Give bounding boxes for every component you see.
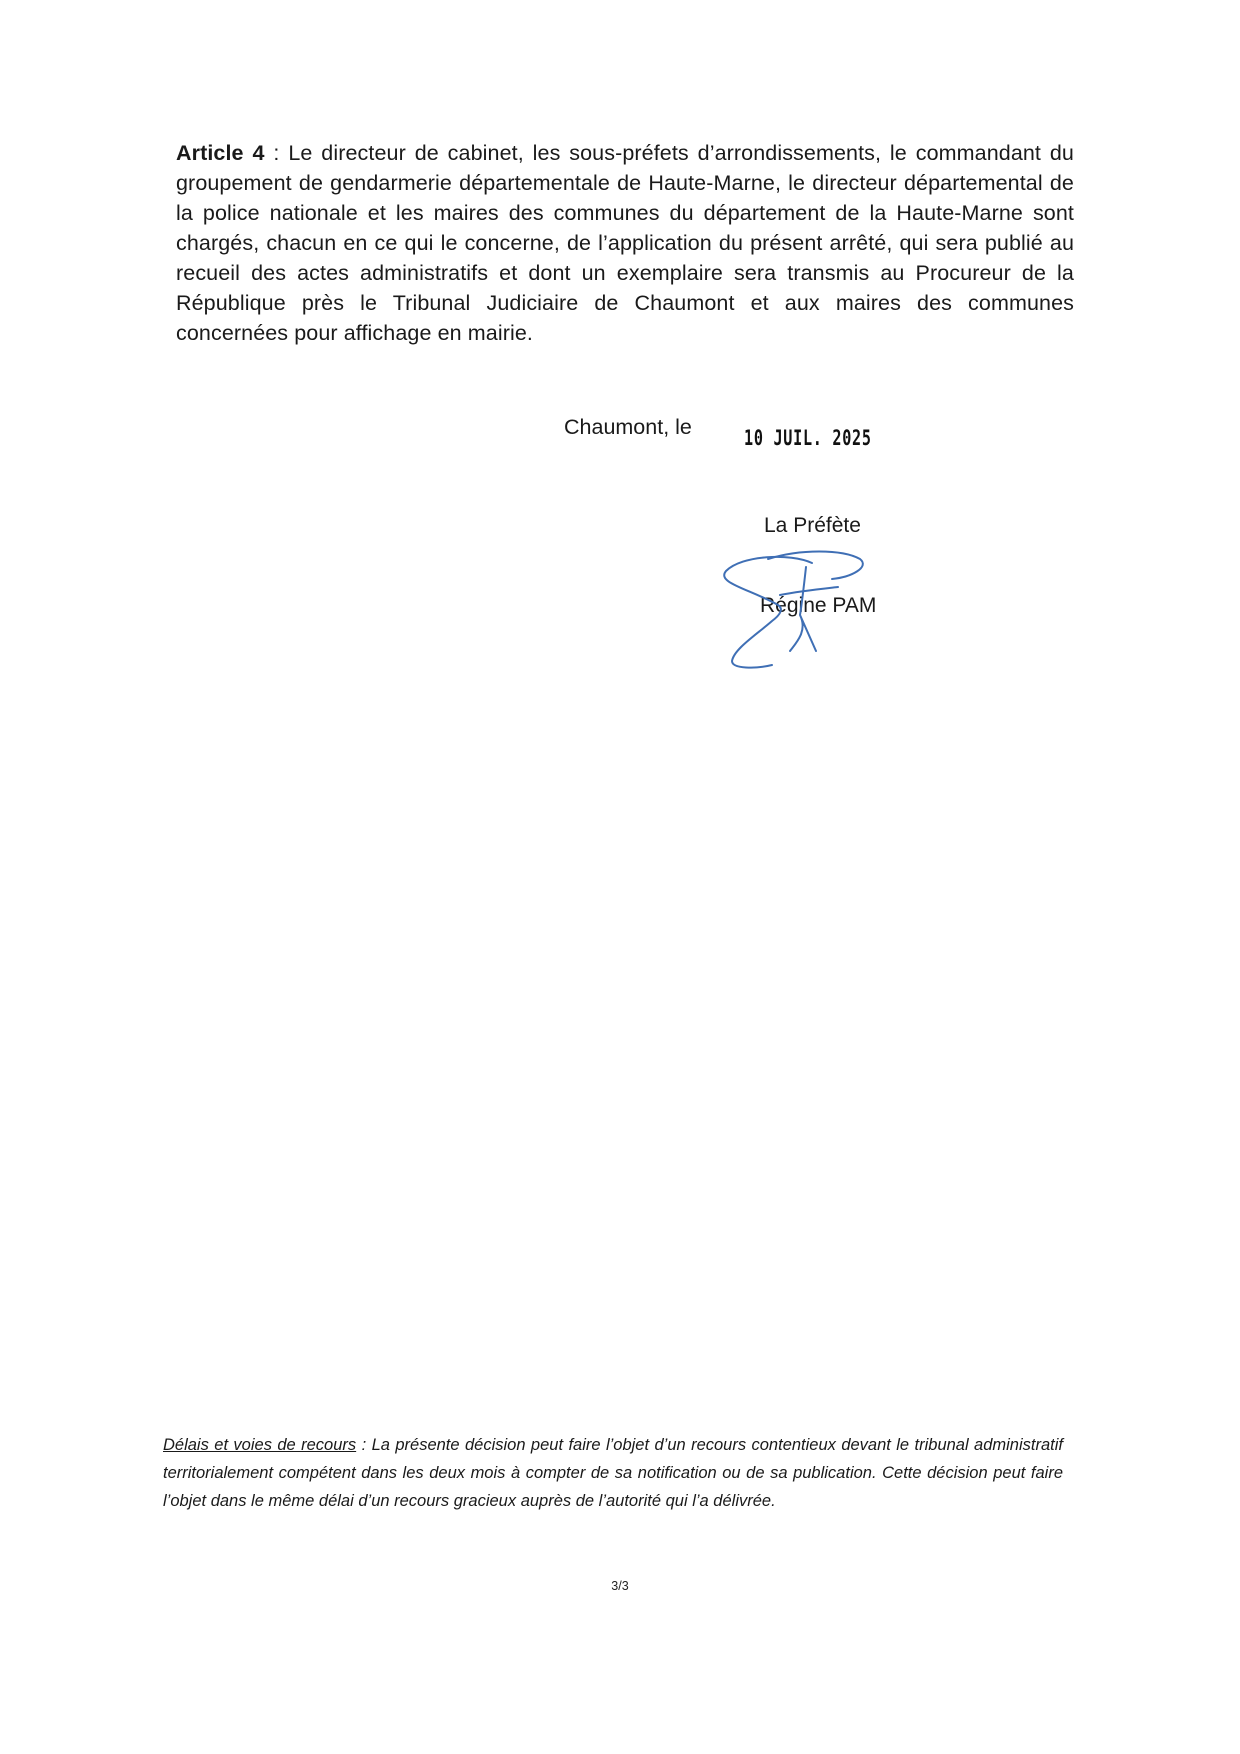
page-number: 3/3 (611, 1579, 629, 1593)
signatory-name: Régine PAM (760, 594, 877, 617)
article-4-paragraph (176, 138, 1074, 348)
article-separator: : (264, 141, 289, 165)
date-stamp: 10 JUIL. 2025 (744, 426, 872, 450)
recours-notice (163, 1431, 1063, 1515)
signature-stroke-top (768, 552, 863, 580)
recours-title: Délais et voies de recours (163, 1436, 357, 1454)
recours-separator: : (356, 1436, 372, 1454)
signatory-role: La Préfète (764, 514, 861, 537)
article-label: Article 4 (176, 141, 265, 165)
article-text: Le directeur de cabinet, les sous-préfets d’arrondissements, le commandant du groupement de gendarmerie départementale de Haute-Marne, le directeur départemental de la police nationale et les maires des communes du département de la Haute-Marne sont chargés, chacun en ce qui le concerne, de l’application du présent arrêté, qui sera publié au recueil des actes administratifs et dont un exemplaire sera transmis au Procureur de la République près le Tribunal Judiciaire de Chaumont et aux maires des communes concernées pour affichage en mairie. (176, 141, 1074, 345)
signature-place: Chaumont, le (564, 415, 692, 439)
recours-text: La présente décision peut faire l’objet d’un recours contentieux devant le tribunal administratif territorialement compétent dans les deux mois à compter de sa notification ou de sa publication. Cette décision peut faire l’objet dans le même délai d’un recours gracieux auprès de l’autorité qui l’a délivrée. (163, 1436, 1063, 1510)
